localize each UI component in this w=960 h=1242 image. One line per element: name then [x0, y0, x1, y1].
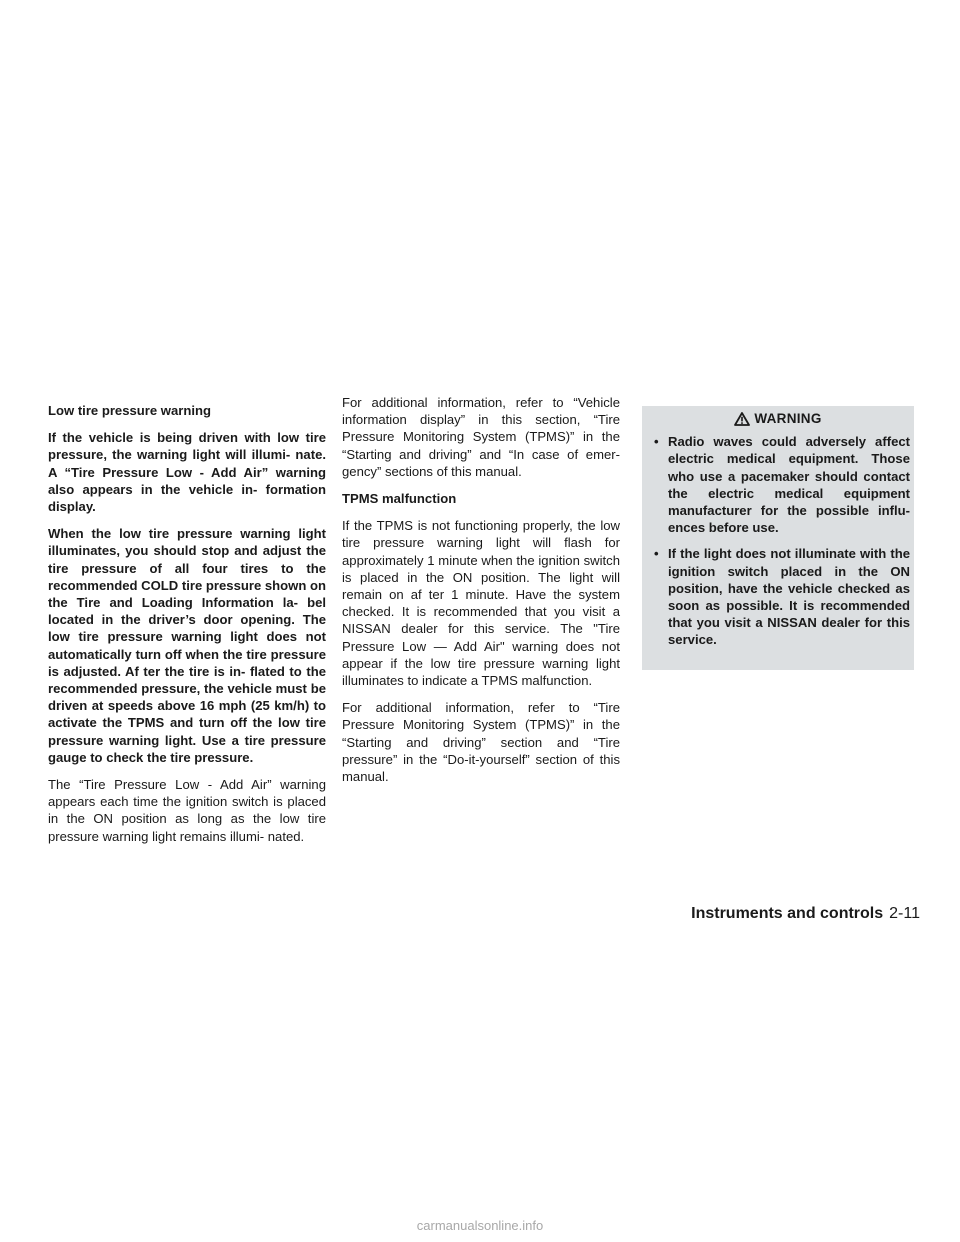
paragraph-bold-1: If the vehicle is being driven with low tire pressure, the warning light will illumi- nate. A “Tire Pressure Low - Add Air” warning also appears in the vehicle in- formation display.: [48, 430, 326, 515]
warning-box: [642, 406, 914, 670]
warning-item-text: Radio waves could adversely affect electric medical equipment. Those who use a pacemaker should contact the electric medical equipment manufacturer for the possible influ- ences before use.: [668, 434, 910, 536]
right-column: [642, 406, 914, 670]
paragraph-tpms-malfunction: If the TPMS is not functioning properly, the low tire pressure warning light will flash for approximately 1 minute when the ignition switch is placed in the ON position. The light will remain on af ter 1 minute. Have the system checked. It is recommended that you visit a NISSAN dealer for this service. The "Tire Pressure Low — Add Air" warning does not appear if the low tire pressure warning light illuminates to indicate a TPMS malfunction.: [342, 518, 620, 689]
section-heading-low-tire-pressure: Low tire pressure warning: [48, 403, 211, 418]
watermark: carmanualsonline.info: [416, 1218, 544, 1233]
warning-list: [646, 433, 910, 648]
footer-section-title: Instruments and controls: [691, 905, 884, 922]
paragraph-3: The “Tire Pressure Low - Add Air” warning appears each time the ignition switch is placed in the ON position as long as the low tire pressure warning light remains illumi- nated.: [48, 777, 326, 844]
bullet: •: [654, 434, 659, 450]
section-heading-tpms-malfunction: TPMS malfunction: [342, 491, 457, 507]
warning-item-text: If the light does not illuminate with the ignition switch placed in the ON position, have the vehicle checked as soon as possible. It is recommended that you visit a NISSAN dealer for this service.: [668, 546, 910, 648]
warning-title: WARNING: [754, 411, 822, 426]
bullet: •: [654, 546, 659, 562]
middle-column: [342, 394, 620, 795]
page-number: 2-11: [889, 905, 920, 922]
warning-item: [646, 545, 910, 648]
paragraph-additional-info-2: For additional information, refer to “Tire Pressure Monitoring System (TPMS)” in the “Starting and driving” section and “Tire pressure” in the “Do-it-yourself” section of this manual.: [342, 700, 620, 785]
left-column: [48, 402, 326, 855]
warning-item: [646, 433, 910, 536]
paragraph-bold-2: When the low tire pressure warning light illuminates, you should stop and adjust the tire pressure of all four tires to the recommended COLD tire pressure shown on the Tire and Loading Information la- bel located in the driver’s door opening. The low tire pressure warning light does not automatically turn off when the tire pressure is adjusted. Af ter the tire is in- flated to the recommended pressure, the vehicle must be driven at speeds above 16 mph (25 km/h) to activate the TPMS and turn off the low tire pressure warning light. Use a tire pressure gauge to check the tire pressure.: [48, 526, 326, 765]
paragraph-additional-info-1: For additional information, refer to “Vehicle information display” in this section, “Tire Pressure Monitoring System (TPMS)” in the “Starting and driving” and “In case of emer- gency” sections of this manual.: [342, 395, 620, 479]
page-footer: [691, 905, 920, 923]
warning-triangle-icon: [734, 412, 750, 426]
warning-header: [646, 406, 910, 433]
